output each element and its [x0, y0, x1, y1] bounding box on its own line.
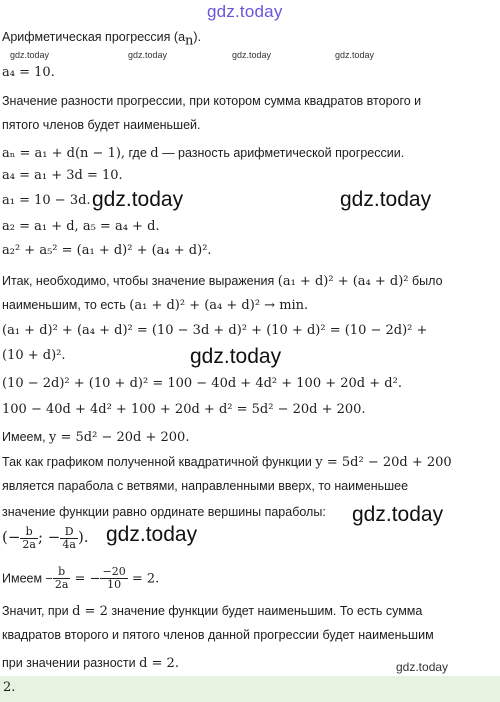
answer-value: 2.	[3, 680, 16, 695]
text-line-5	[2, 144, 404, 162]
text-line-19: значение функции равно ординате вершины параболы:	[2, 505, 326, 519]
math-line-14: (10 − 2d)² + (10 + d)² = 100 − 40d + 4d² + 100 + 20d + d².	[2, 376, 402, 391]
math-line-15: 100 − 40d + 4d² + 100 + 20d + d² = 5d² − 20d + 200.	[2, 402, 366, 417]
text-line-11	[2, 296, 308, 314]
math-fragment: aₙ = a₁ + d(n − 1),	[2, 146, 126, 161]
math-line-9: a₂² + a₅² = (a₁ + d)² + (a₄ + d)².	[2, 243, 212, 258]
math-fragment: y = 5d² − 20d + 200.	[49, 430, 190, 445]
text-fragment: Имеем,	[2, 430, 50, 444]
text-line-24	[2, 654, 179, 672]
text-line-10	[2, 272, 443, 290]
text-line-21	[2, 566, 159, 590]
denominator: 4a	[62, 537, 76, 551]
text-fragment: Арифметическая прогрессия (a	[2, 30, 186, 44]
math-fragment: d	[150, 146, 159, 161]
math-fragment: y = 5d² − 20d + 200	[315, 455, 452, 470]
watermark-big-2: gdz.today	[340, 188, 432, 211]
denominator: 10	[107, 577, 122, 591]
watermark-small-4: gdz.today	[335, 50, 375, 60]
text-fragment: — разность арифметической прогрессии.	[158, 146, 405, 160]
fraction	[20, 526, 38, 550]
fraction	[60, 526, 78, 550]
watermark-top: gdz.today	[207, 2, 283, 21]
text-line-17	[2, 453, 452, 471]
text-fragment: значение функции будет наименьшим. То есть сумма	[107, 604, 423, 618]
math-fragment: ).	[77, 528, 89, 547]
text-fragment: Так как графиком полученной квадратичной функции	[2, 455, 316, 469]
watermark-big-4: gdz.today	[352, 503, 444, 526]
math-fragment: d = 2	[72, 604, 108, 619]
text-fragment: наименьшим, то есть	[2, 298, 130, 312]
numerator: b	[20, 526, 38, 539]
answer-bar	[0, 676, 500, 702]
text-line-3: Значение разности прогрессии, при котором сумма квадратов второго и	[2, 94, 422, 108]
math-fragment: = 2.	[127, 571, 160, 587]
watermark-small-1: gdz.today	[10, 50, 50, 60]
text-fragment: при значении разности	[2, 656, 140, 670]
text-fragment: ).	[193, 30, 202, 44]
text-line-18: является парабола с ветвями, направленными вверх, то наименьшее	[2, 479, 409, 493]
subscript: n	[185, 33, 194, 49]
text-line-22	[2, 602, 422, 620]
math-line-13: (10 + d)².	[2, 348, 66, 363]
numerator: D	[60, 526, 78, 539]
text-line-16	[2, 428, 189, 446]
math-fragment: (−	[2, 528, 21, 547]
math-line-2: a₄ = 10.	[2, 65, 55, 80]
math-fragment: (a₁ + d)² + (a₄ + d)² → min.	[129, 298, 309, 313]
watermark-small-3: gdz.today	[232, 50, 272, 60]
denominator: 2a	[54, 577, 69, 591]
denominator: 2a	[22, 537, 36, 551]
fraction	[53, 566, 71, 590]
math-line-6: a₄ = a₁ + 3d = 10.	[2, 168, 123, 183]
text-fragment: Значит, при	[2, 604, 73, 618]
math-fragment: = −	[70, 571, 101, 587]
watermark-small-2: gdz.today	[128, 50, 168, 60]
watermark-bottom: gdz.today	[396, 660, 449, 674]
math-fragment: ; −	[37, 528, 61, 547]
text-fragment: где	[125, 146, 151, 160]
math-line-20	[2, 526, 89, 550]
text-line-23: квадратов второго и пятого членов данной прогрессии будет наименьшим	[2, 628, 434, 642]
math-line-7: a₁ = 10 − 3d.	[2, 193, 91, 208]
watermark-big-3: gdz.today	[190, 345, 282, 368]
text-line-4: пятого членов будет наименьшей.	[2, 118, 201, 132]
text-fragment: Итак, необходимо, чтобы значение выражения	[2, 274, 278, 288]
fraction	[100, 566, 127, 590]
text-fragment: Имеем −	[2, 571, 53, 586]
text-line-1	[2, 30, 201, 49]
math-fragment: d = 2.	[139, 656, 179, 671]
watermark-big-1: gdz.today	[92, 188, 184, 211]
numerator: −20	[102, 565, 126, 578]
math-line-12: (a₁ + d)² + (a₄ + d)² = (10 − 3d + d)² + (10 + d)² = (10 − 2d)² +	[2, 323, 428, 338]
text-fragment: было	[408, 274, 443, 288]
numerator: b	[53, 566, 71, 579]
math-fragment: (a₁ + d)² + (a₄ + d)²	[277, 274, 409, 289]
math-line-8: a₂ = a₁ + d, a₅ = a₄ + d.	[2, 219, 160, 234]
watermark-big-5: gdz.today	[106, 523, 198, 546]
